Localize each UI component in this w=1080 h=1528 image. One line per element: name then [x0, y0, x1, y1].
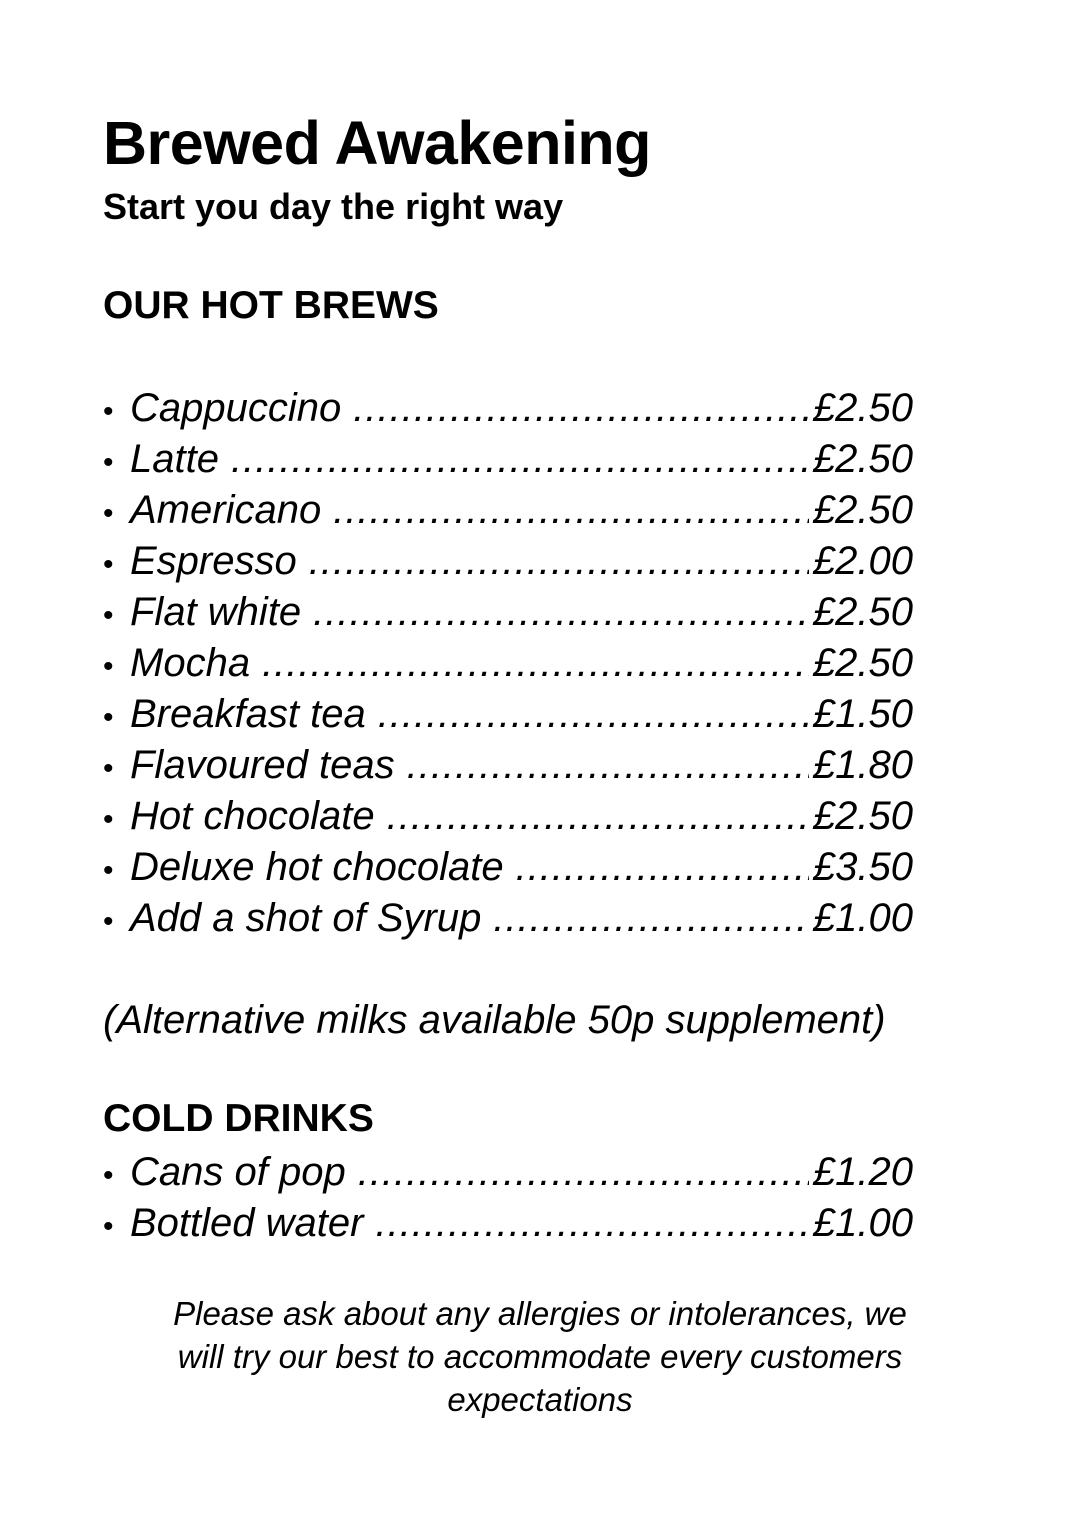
dot-leader — [493, 893, 809, 944]
list-item — [103, 638, 913, 689]
item-name: Flavoured teas — [130, 743, 395, 787]
item-price: £2.50 — [812, 794, 913, 838]
dot-leader — [309, 536, 809, 587]
item-name: Cappuccino — [130, 386, 342, 430]
list-item — [103, 842, 913, 893]
cold-drinks-heading: COLD DRINKS — [103, 1097, 374, 1140]
bullet-icon: • — [103, 803, 114, 836]
bullet-icon: • — [103, 497, 114, 530]
dot-leader — [387, 791, 809, 842]
cafe-title: Brewed Awakening — [103, 109, 651, 177]
item-name: Add a shot of Syrup — [130, 896, 482, 940]
list-item — [103, 383, 913, 434]
item-name: Breakfast tea — [130, 692, 366, 736]
item-price: £1.00 — [812, 1201, 913, 1245]
dot-leader — [353, 383, 809, 434]
allergy-notice-line: expectations — [447, 1381, 633, 1418]
item-name: Flat white — [130, 590, 302, 634]
item-price: £2.00 — [812, 539, 913, 583]
bullet-icon: • — [103, 701, 114, 734]
list-item — [103, 434, 913, 485]
item-price: £1.00 — [812, 896, 913, 940]
dot-leader — [333, 485, 809, 536]
bullet-icon: • — [103, 854, 114, 887]
list-item — [103, 536, 913, 587]
hot-brews-heading: OUR HOT BREWS — [103, 284, 439, 327]
list-item — [103, 587, 913, 638]
dot-leader — [407, 740, 809, 791]
alternative-milk-note: (Alternative milks available 50p supplement) — [103, 998, 886, 1042]
list-item — [103, 689, 913, 740]
list-item — [103, 791, 913, 842]
bullet-icon: • — [103, 752, 114, 785]
item-name: Latte — [130, 437, 219, 481]
dot-leader — [358, 1147, 809, 1198]
item-price: £1.50 — [812, 692, 913, 736]
item-price: £2.50 — [812, 641, 913, 685]
list-item — [103, 893, 913, 944]
hot-brews-list — [103, 383, 913, 944]
dot-leader — [231, 434, 809, 485]
item-price: £1.20 — [812, 1150, 913, 1194]
dot-leader — [375, 1198, 808, 1249]
item-name: Cans of pop — [130, 1150, 346, 1194]
bullet-icon: • — [103, 599, 114, 632]
bullet-icon: • — [103, 395, 114, 428]
allergy-notice — [100, 1292, 980, 1421]
list-item — [103, 485, 913, 536]
dot-leader — [262, 638, 809, 689]
item-price: £2.50 — [812, 437, 913, 481]
item-name: Mocha — [130, 641, 251, 685]
bullet-icon: • — [103, 905, 114, 938]
item-name: Deluxe hot chocolate — [130, 845, 504, 889]
allergy-notice-line: Please ask about any allergies or intolerances, we — [173, 1295, 907, 1332]
dot-leader — [378, 689, 809, 740]
item-price: £2.50 — [812, 488, 913, 532]
item-name: Americano — [130, 488, 322, 532]
cafe-tagline: Start you day the right way — [103, 186, 564, 227]
item-name: Hot chocolate — [130, 794, 375, 838]
list-item — [103, 1147, 913, 1198]
list-item — [103, 1198, 913, 1249]
item-name: Bottled water — [130, 1201, 364, 1245]
bullet-icon: • — [103, 1159, 114, 1192]
item-price: £1.80 — [812, 743, 913, 787]
item-price: £3.50 — [812, 845, 913, 889]
bullet-icon: • — [103, 650, 114, 683]
bullet-icon: • — [103, 1210, 114, 1243]
bullet-icon: • — [103, 548, 114, 581]
list-item — [103, 740, 913, 791]
dot-leader — [516, 842, 809, 893]
cold-drinks-list — [103, 1147, 913, 1249]
allergy-notice-line: will try our best to accommodate every customers — [177, 1338, 903, 1375]
item-price: £2.50 — [812, 386, 913, 430]
item-name: Espresso — [130, 539, 297, 583]
item-price: £2.50 — [812, 590, 913, 634]
dot-leader — [313, 587, 809, 638]
bullet-icon: • — [103, 446, 114, 479]
